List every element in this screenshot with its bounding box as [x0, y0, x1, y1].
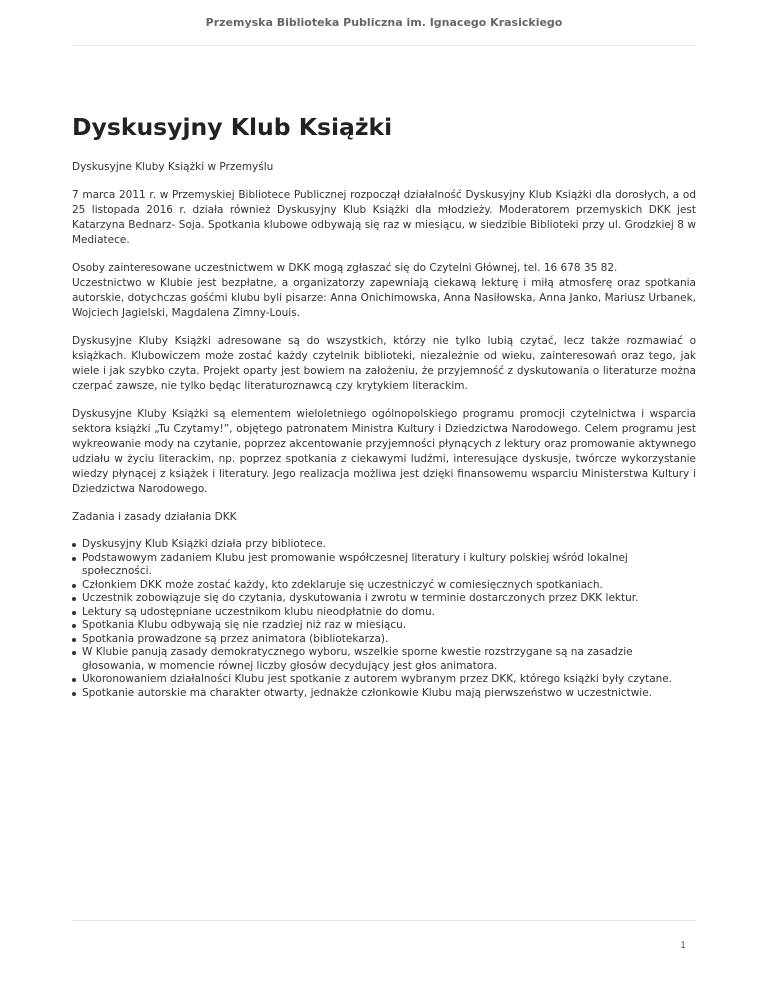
page-number: 1	[680, 941, 686, 951]
document-body	[72, 112, 696, 700]
list-item: Lektury są udostępniane uczestnikom klubu nieodpłatnie do domu.	[82, 606, 696, 620]
list-item: Ukoronowaniem działalności Klubu jest spotkanie z autorem wybranym przez DKK, którego książki były czytane.	[82, 673, 696, 687]
list-item: Spotkania Klubu odbywają się nie rzadziej niż raz w miesiącu.	[82, 619, 696, 633]
paragraph-intro: 7 marca 2011 r. w Przemyskiej Bibliotece Publicznej rozpoczął działalność Dyskusyjny Klub Książki dla dorosłych, a od 25 listopada 2016 r. działa również Dyskusyjny Klub Książki dla młodzieży. Moderatorem przemyskich DKK jest Katarzyna Bednarz- Soja. Spotkania klubowe odbywają się raz w miesiącu, w siedzibie Biblioteki przy ul. Grodzkiej 8 w Mediatece.	[72, 189, 696, 246]
institution-name: Przemyska Biblioteka Publiczna im. Ignacego Krasickiego	[205, 16, 563, 29]
list-item: Uczestnik zobowiązuje się do czytania, dyskutowania i zwrotu w terminie dostarczonych przez DKK lektur.	[82, 592, 696, 606]
list-item: W Klubie panują zasady demokratycznego wyboru, wszelkie sporne kwestie rozstrzygane są na zasadzie głosowania, w momencie równej liczby głosów decydujący jest głos animatora.	[82, 646, 696, 673]
footer-divider	[72, 920, 696, 921]
rules-list	[72, 538, 696, 700]
list-item: Członkiem DKK może zostać każdy, kto zdeklaruje się uczestniczyć w comiesięcznych spotkaniach.	[82, 579, 696, 593]
list-item: Dyskusyjny Klub Książki działa przy bibliotece.	[82, 538, 696, 552]
page-header	[72, 0, 696, 46]
list-item: Podstawowym zadaniem Klubu jest promowanie współczesnej literatury i kultury polskiej wśród lokalnej społeczności.	[82, 552, 696, 579]
page-title: Dyskusyjny Klub Książki	[72, 113, 393, 141]
paragraph-audience: Dyskusyjne Kluby Książki adresowane są do wszystkich, którzy nie tylko lubią czytać, lecz także rozmawiać o książkach. Klubowiczem może zostać każdy czytelnik biblioteki, niezależnie od wieku, zainteresowań oraz tego, jak wiele i jak szybko czyta. Projekt oparty jest bowiem na założeniu, że przyjemność z dyskutowania o literaturze można czerpać zawsze, nie tylko będąc literaturoznawcą czy krytykiem literackim.	[72, 335, 696, 392]
subtitle: Dyskusyjne Kluby Książki w Przemyślu	[72, 161, 274, 173]
paragraph-program: Dyskusyjne Kluby Książki są elementem wieloletniego ogólnopolskiego programu promocji czytelnictwa i wsparcia sektora książki „Tu Czytamy!”, objętego patronatem Ministra Kultury i Dziedzictwa Narodowego. Celem programu jest wykreowanie mody na czytanie, poprzez akcentowanie przyjemności płynących z lektury oraz promowanie aktywnego udziału w życiu literackim, np. poprzez spotkania z ciekawymi ludźmi, interesujące dyskusje, twórcze wykorzystanie wiedzy płynącej z książek i literatury. Jego realizacja możliwa jest dzięki finansowemu wsparciu Ministerstwa Kultury i Dziedzictwa Narodowego.	[72, 408, 696, 495]
list-item: Spotkania prowadzone są przez animatora (bibliotekarza).	[82, 633, 696, 647]
paragraph-contact: Osoby zainteresowane uczestnictwem w DKK mogą zgłaszać się do Czytelni Głównej, tel. 16 678 35 82.	[72, 262, 618, 274]
paragraph-membership: Uczestnictwo w Klubie jest bezpłatne, a organizatorzy zapewniają ciekawą lekturę i miłą atmosferę oraz spotkania autorskie, dotychczas gośćmi klubu byli pisarze: Anna Onichimowska, Anna Nasiłowska, Anna Janko, Mariusz Urbanek, Wojciech Jagielski, Magdalena Zimny-Louis.	[72, 277, 696, 319]
list-item: Spotkanie autorskie ma charakter otwarty, jednakże członkowie Klubu mają pierwszeństwo w uczestnictwie.	[82, 687, 696, 701]
rules-heading: Zadania i zasady działania DKK	[72, 511, 237, 523]
